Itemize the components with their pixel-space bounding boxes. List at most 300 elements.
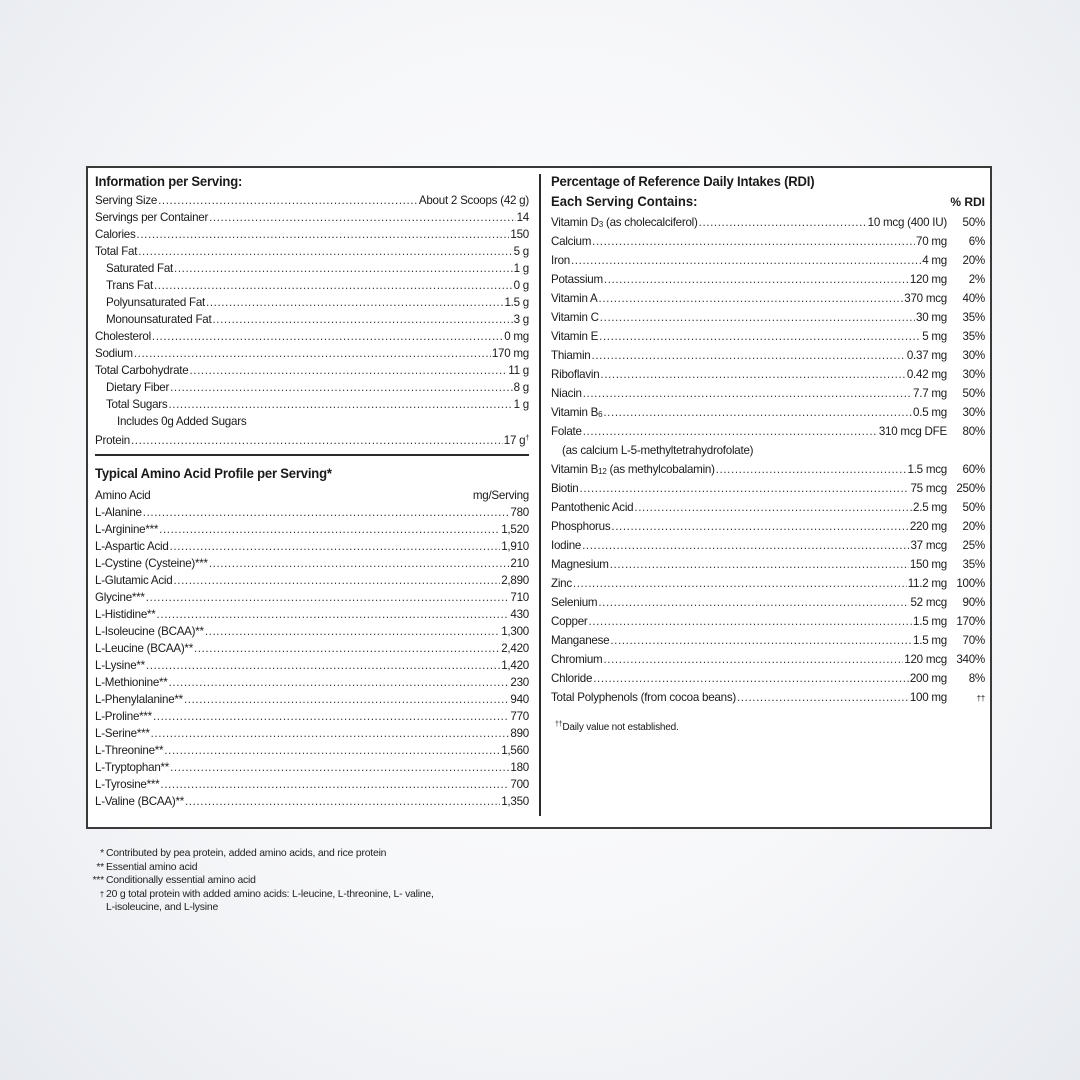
info-value-text: 14: [516, 211, 529, 224]
info-value-text: 8 g: [513, 381, 529, 394]
amino-label: L-Tryptophan**: [95, 761, 170, 774]
amino-label: L-Arginine***: [95, 523, 159, 536]
rdi-label-text: Niacin: [551, 387, 582, 400]
rdi-amount: 1.5 mg: [913, 615, 947, 628]
dot-leader: [716, 460, 907, 479]
amino-label: Glycine***: [95, 591, 145, 604]
rdi-label-text: Vitamin D: [551, 216, 599, 229]
rdi-label-suffix: (as cholecalciferol): [603, 216, 698, 229]
amino-row: [95, 504, 529, 521]
rdi-amount: 100 mg: [909, 691, 947, 704]
dot-leader: [603, 403, 912, 422]
rdi-label: [551, 498, 633, 517]
rdi-label-text: Chromium: [551, 653, 603, 666]
rdi-label: [551, 517, 610, 536]
rdi-percent: 20%: [962, 520, 985, 533]
rdi-row: [551, 555, 985, 574]
rdi-label-text: Pantothenic Acid: [551, 501, 634, 514]
dot-leader: [610, 555, 909, 574]
rdi-label-text: Chloride: [551, 672, 593, 685]
dot-leader: [600, 365, 905, 384]
rdi-row: [551, 536, 985, 555]
amino-label: L-Proline***: [95, 710, 152, 723]
info-row: [95, 362, 529, 379]
rdi-label: [551, 460, 715, 481]
rdi-label: [551, 289, 598, 308]
dot-leader: [134, 345, 491, 362]
info-value: [514, 260, 529, 277]
amino-value: 2,420: [501, 642, 529, 655]
rdi-label-subscript: 3: [598, 220, 603, 229]
rdi-row: [551, 213, 985, 232]
dot-leader: [157, 606, 510, 623]
amino-col-right: mg/Serving: [472, 489, 529, 502]
rdi-row: [551, 498, 985, 517]
rdi-amount: 70 mg: [916, 235, 947, 248]
footnote-text: Contributed by pea protein, added amino acids, and rice protein: [106, 848, 387, 859]
rdi-percent: 20%: [962, 254, 985, 267]
dot-leader: [634, 498, 912, 517]
rdi-percent: 250%: [956, 482, 985, 495]
footnote: [88, 888, 434, 902]
info-row: [95, 328, 529, 345]
info-value-text: 0 g: [513, 279, 529, 292]
rdi-percent: ††: [976, 694, 985, 703]
rdi-label-text: Iodine: [551, 539, 582, 552]
amino-col-left: Amino Acid: [95, 489, 151, 502]
rdi-percent: 60%: [962, 463, 985, 476]
rdi-percent: 2%: [968, 273, 985, 286]
info-value-text: 1 g: [513, 262, 529, 275]
rdi-label-text: Manganese: [551, 634, 610, 647]
info-label: Polyunsaturated Fat: [106, 296, 206, 309]
rdi-label-text: Vitamin A: [551, 292, 598, 305]
rdi-amount: 220 mg: [909, 520, 947, 533]
amino-label: L-Phenylalanine**: [95, 693, 183, 706]
dot-leader: [205, 623, 500, 640]
dot-leader: [174, 260, 513, 277]
rdi-percent: 90%: [962, 596, 985, 609]
amino-label: L-Histidine**: [95, 608, 156, 621]
rdi-percent: 8%: [968, 672, 985, 685]
dot-leader: [158, 192, 418, 209]
rdi-percent: 170%: [956, 615, 985, 628]
info-value-text: 11 g: [508, 364, 529, 377]
info-value: [504, 430, 529, 449]
amino-value: 1,350: [501, 795, 529, 808]
footnote-text: Conditionally essential amino acid: [106, 875, 256, 886]
rdi-label-text: Zinc: [551, 577, 572, 590]
rdi-amount: 11.2 mg: [907, 577, 947, 590]
info-row: [95, 209, 529, 226]
amino-label: L-Serine***: [95, 727, 150, 740]
amino-row: [95, 555, 529, 572]
rdi-label: [551, 365, 599, 384]
rdi-row: [551, 232, 985, 251]
rdi-subtitle: Each Serving Contains:: [551, 194, 698, 210]
rdi-label-text: Calcium: [551, 235, 592, 248]
info-value-text: 1 g: [513, 398, 529, 411]
footnote: [88, 874, 434, 888]
dot-leader: [603, 650, 903, 669]
info-label: Trans Fat: [106, 279, 153, 292]
dot-leader: [153, 708, 509, 725]
info-value: [517, 209, 529, 226]
info-label: Includes 0g Added Sugars: [117, 415, 247, 428]
amino-value: 890: [510, 727, 529, 740]
rdi-label: [551, 232, 591, 251]
rdi-amount: 52 mcg: [910, 596, 947, 609]
amino-row: [95, 538, 529, 555]
rdi-percent: 70%: [962, 634, 985, 647]
rdi-amount: 150 mg: [909, 558, 947, 571]
info-title: Information per Serving:: [95, 174, 243, 190]
info-row: [95, 430, 529, 447]
dot-leader: [194, 640, 500, 657]
amino-label: L-Lysine**: [95, 659, 145, 672]
amino-value: 700: [510, 778, 529, 791]
dot-leader: [185, 793, 500, 810]
info-row: [95, 277, 529, 294]
amino-row: [95, 521, 529, 538]
dot-leader: [170, 379, 513, 396]
dot-leader: [159, 521, 500, 538]
rdi-label: [551, 270, 603, 289]
rdi-label: [551, 441, 753, 460]
dot-leader: [170, 759, 509, 776]
rdi-amount: 0.42 mg: [906, 368, 947, 381]
info-label: Cholesterol: [95, 330, 151, 343]
info-value-text: 0 mg: [504, 330, 529, 343]
dot-leader: [209, 209, 516, 226]
amino-value: 1,300: [501, 625, 529, 638]
info-value: [504, 328, 529, 345]
rdi-percent: 50%: [962, 501, 985, 514]
rdi-label-text: (as calcium L-5-methyltetrahydrofolate): [562, 444, 754, 457]
info-row: [95, 379, 529, 396]
rdi-label: [551, 213, 698, 234]
amino-row: [95, 674, 529, 691]
rdi-label: [551, 346, 591, 365]
rdi-table: [551, 213, 985, 707]
info-value-text: 17 g: [503, 434, 526, 447]
rdi-label: [551, 669, 592, 688]
dot-leader: [610, 631, 912, 650]
rdi-amount: 1.5 mcg: [907, 463, 947, 476]
dot-leader: [604, 270, 909, 289]
right-column: [551, 173, 985, 733]
amino-row: [95, 623, 529, 640]
dot-leader: [138, 243, 512, 260]
rdi-amount: 120 mg: [909, 273, 947, 286]
amino-value: 1,420: [501, 659, 529, 672]
dot-leader: [151, 725, 510, 742]
footnote-mark: *: [100, 848, 104, 859]
amino-row: [95, 793, 529, 810]
rdi-label-text: Vitamin B: [551, 406, 599, 419]
footnotes: [88, 847, 434, 915]
amino-value: 1,560: [501, 744, 529, 757]
rdi-percent: 30%: [962, 349, 985, 362]
footnote: [88, 861, 434, 875]
amino-label: L-Alanine: [95, 506, 142, 519]
info-table: [95, 192, 529, 447]
rdi-label: [551, 479, 579, 498]
amino-value: 710: [510, 591, 529, 604]
dot-leader: [571, 251, 921, 270]
amino-value: 1,910: [501, 540, 529, 553]
footnote-text: L-isoleucine, and L-lysine: [106, 902, 219, 913]
info-label: Saturated Fat: [106, 262, 173, 275]
info-label: Total Sugars: [106, 398, 168, 411]
rdi-amount: 310 mcg DFE: [878, 425, 947, 438]
rdi-row: [551, 346, 985, 365]
footnote-text: 20 g total protein with added amino acids: L-leucine, L-threonine, L- valine,: [106, 888, 434, 900]
rdi-amount: 0.5 mg: [913, 406, 947, 419]
dot-leader: [137, 226, 510, 243]
rdi-percent: 80%: [962, 425, 985, 438]
info-row: [95, 260, 529, 277]
rdi-percent: 50%: [962, 387, 985, 400]
info-value: [508, 362, 529, 379]
info-row: [95, 294, 529, 311]
rdi-percent: 35%: [962, 558, 985, 571]
rdi-label: [551, 327, 598, 346]
info-label: Total Carbohydrate: [95, 364, 189, 377]
info-value: [504, 294, 529, 311]
rdi-label-text: Biotin: [551, 482, 579, 495]
rdi-row: [551, 574, 985, 593]
info-row: [95, 413, 529, 430]
rdi-amount: 4 mg: [922, 254, 947, 267]
dot-leader: [189, 362, 507, 379]
rdi-amount: 37 mcg: [910, 539, 947, 552]
dot-leader: [737, 688, 909, 707]
rdi-percent: 50%: [962, 216, 985, 229]
rdi-label-text: Total Polyphenols (from cocoa beans): [551, 691, 736, 704]
rdi-percent: 100%: [956, 577, 985, 590]
rdi-row: [551, 517, 985, 536]
info-label: Dietary Fiber: [106, 381, 170, 394]
rdi-pct-header: % RDI: [950, 195, 985, 209]
rdi-label: [551, 650, 602, 669]
info-value-text: 1.5 g: [504, 296, 529, 309]
rdi-row: [551, 631, 985, 650]
dot-leader: [583, 422, 878, 441]
rdi-label: [551, 422, 582, 441]
rdi-row: [551, 251, 985, 270]
amino-row: [95, 640, 529, 657]
dot-leader: [146, 589, 510, 606]
rdi-label-text: Vitamin E: [551, 330, 599, 343]
info-label: Serving Size: [95, 194, 158, 207]
rdi-amount: 120 mcg: [904, 653, 947, 666]
rdi-percent: 30%: [962, 406, 985, 419]
rdi-row: [551, 289, 985, 308]
rdi-row: [551, 403, 985, 422]
dot-leader: [583, 384, 912, 403]
rdi-amount: 0.37 mg: [906, 349, 947, 362]
rdi-label: [551, 593, 597, 612]
dot-leader: [131, 432, 503, 449]
rdi-row: [551, 593, 985, 612]
amino-row: [95, 572, 529, 589]
info-label: Total Fat: [95, 245, 138, 258]
dot-leader: [170, 538, 501, 555]
rdi-row: [551, 460, 985, 479]
amino-row: [95, 657, 529, 674]
dot-leader: [169, 674, 510, 691]
dot-leader: [593, 669, 909, 688]
rdi-amount: 1.5 mg: [913, 634, 947, 647]
rdi-percent: 35%: [962, 311, 985, 324]
info-row: [95, 396, 529, 413]
rdi-header: [551, 192, 985, 213]
info-value: [514, 396, 529, 413]
amino-label: L-Valine (BCAA)**: [95, 795, 184, 808]
rdi-label: [551, 403, 602, 424]
dot-leader: [173, 572, 500, 589]
rdi-label-text: Potassium: [551, 273, 603, 286]
amino-row: [95, 691, 529, 708]
rdi-label: [551, 612, 588, 631]
rdi-amount: 30 mg: [916, 311, 947, 324]
info-label: Protein: [95, 434, 130, 447]
rdi-label-text: Folate: [551, 425, 582, 438]
rdi-row: [551, 327, 985, 346]
rdi-label-text: Vitamin C: [551, 311, 599, 324]
amino-title: Typical Amino Acid Profile per Serving*: [95, 466, 332, 482]
rdi-note-text: Daily value not established.: [562, 722, 679, 733]
rdi-percent: 6%: [968, 235, 985, 248]
section-divider: [95, 454, 529, 456]
info-value: [514, 379, 529, 396]
dot-leader: [184, 691, 509, 708]
amino-value: 210: [510, 557, 529, 570]
rdi-label: [551, 631, 609, 650]
footnote: [88, 847, 434, 861]
info-value-text: 5 g: [513, 245, 529, 258]
dot-leader: [209, 555, 510, 572]
amino-label: L-Cystine (Cysteine)***: [95, 557, 208, 570]
footnote-mark: ***: [92, 875, 104, 886]
rdi-label-text: Vitamin B: [551, 463, 599, 476]
rdi-row: [551, 441, 985, 460]
info-value-text: 150: [510, 228, 529, 241]
info-label: Monounsaturated Fat: [106, 313, 212, 326]
amino-header: [95, 487, 529, 504]
amino-value: 230: [510, 676, 529, 689]
rdi-amount: 2.5 mg: [913, 501, 947, 514]
amino-row: [95, 776, 529, 793]
rdi-amount: 370 mcg: [904, 292, 947, 305]
info-label: Calories: [95, 228, 136, 241]
dot-leader: [699, 213, 867, 232]
info-row: [95, 243, 529, 260]
rdi-label: [551, 536, 581, 555]
rdi-label-text: Magnesium: [551, 558, 609, 571]
amino-label: L-Leucine (BCAA)**: [95, 642, 193, 655]
rdi-percent: 25%: [962, 539, 985, 552]
rdi-label-suffix: (as methylcobalamin): [606, 463, 715, 476]
amino-value: 430: [510, 608, 529, 621]
info-value-text: 170 mg: [491, 347, 529, 360]
dot-leader: [592, 232, 915, 251]
dot-leader: [160, 776, 509, 793]
info-value-text: About 2 Scoops (42 g): [418, 194, 529, 207]
rdi-label-text: Phosphorus: [551, 520, 611, 533]
amino-row: [95, 759, 529, 776]
rdi-percent: 340%: [956, 653, 985, 666]
amino-row: [95, 708, 529, 725]
rdi-label-text: Iron: [551, 254, 570, 267]
footnote-text: Essential amino acid: [106, 861, 198, 873]
rdi-label-text: Copper: [551, 615, 588, 628]
rdi-row: [551, 308, 985, 327]
rdi-amount: 5 mg: [922, 330, 947, 343]
rdi-label: [551, 308, 599, 327]
rdi-label-subscript: 12: [598, 467, 607, 476]
dot-leader: [592, 346, 906, 365]
dot-leader: [573, 574, 907, 593]
amino-row: [95, 589, 529, 606]
rdi-label-subscript: 6: [598, 410, 603, 419]
info-value: [514, 243, 529, 260]
amino-table: [95, 504, 529, 810]
info-value: [419, 192, 529, 209]
amino-label: L-Aspartic Acid: [95, 540, 169, 553]
info-value: [514, 277, 529, 294]
amino-value: 770: [510, 710, 529, 723]
amino-value: 1,520: [501, 523, 529, 536]
rdi-row: [551, 384, 985, 403]
dot-leader: [164, 742, 500, 759]
dot-leader: [152, 328, 503, 345]
rdi-row: [551, 650, 985, 669]
rdi-row: [551, 422, 985, 441]
amino-label: L-Isoleucine (BCAA)**: [95, 625, 204, 638]
dot-leader: [146, 657, 500, 674]
amino-value: 2,890: [501, 574, 529, 587]
rdi-label: [551, 574, 572, 593]
rdi-row: [551, 669, 985, 688]
rdi-label: [551, 555, 609, 574]
amino-value: 780: [510, 506, 529, 519]
dot-leader: [589, 612, 913, 631]
rdi-label-text: Selenium: [551, 596, 598, 609]
dot-leader: [143, 504, 510, 521]
amino-value: 940: [510, 693, 529, 706]
rdi-note: [551, 721, 985, 733]
info-row: [95, 311, 529, 328]
dot-leader: [154, 277, 513, 294]
info-value: [510, 226, 529, 243]
rdi-label: [551, 251, 570, 270]
amino-row: [95, 606, 529, 623]
amino-row: [95, 742, 529, 759]
protein-footnote-mark: †: [525, 435, 529, 442]
rdi-note-mark: ††: [555, 721, 563, 728]
rdi-amount: 75 mcg: [910, 482, 947, 495]
rdi-amount: 200 mg: [909, 672, 947, 685]
rdi-percent: 30%: [962, 368, 985, 381]
dot-leader: [599, 289, 904, 308]
rdi-row: [551, 365, 985, 384]
rdi-percent: 40%: [962, 292, 985, 305]
dot-leader: [611, 517, 908, 536]
info-value-text: 3 g: [513, 313, 529, 326]
info-value: [492, 345, 529, 362]
